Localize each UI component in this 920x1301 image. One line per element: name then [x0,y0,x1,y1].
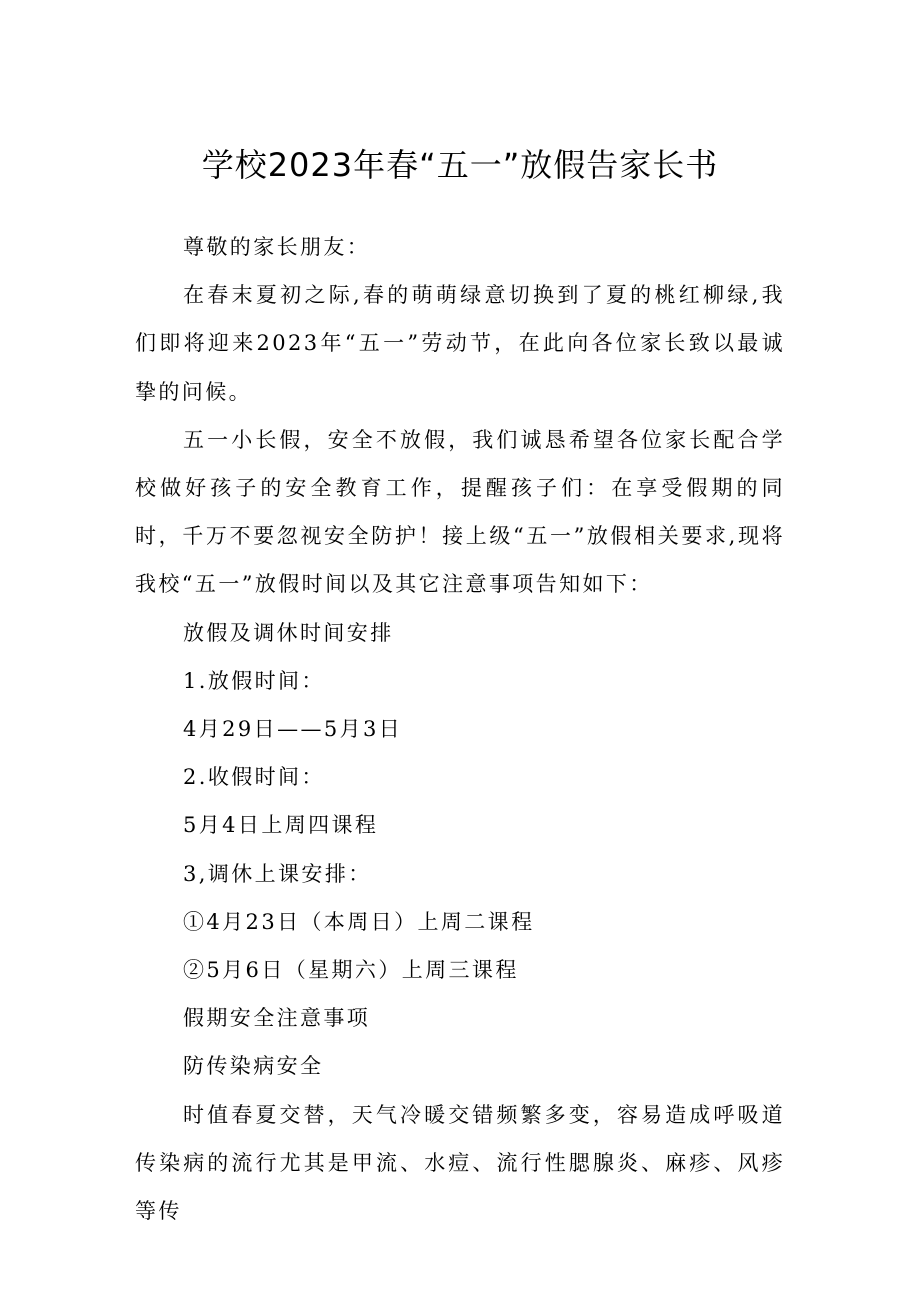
paragraph-greeting: 在春末夏初之际,春的萌萌绿意切换到了夏的桃红柳绿,我们即将迎来2023年“五一”劳动节，在此向各位家长致以最诚挚的问候。 [135,283,785,404]
section-heading-schedule: 放假及调休时间安排 [183,620,394,645]
item-return-time-label: 2.收假时间： [183,765,325,790]
item-return-time-value: 5月4日上周四课程 [183,813,379,838]
section-heading-safety: 假期安全注意事项 [183,1006,371,1031]
item-makeup-class-1: ①4月23日（本周日）上周二课程 [183,909,535,934]
document-title: 学校2023年春“五一”放假告家长书 [201,146,719,184]
salutation: 尊敬的家长朋友： [183,235,371,259]
paragraph-safety-notice: 五一小长假，安全不放假，我们诚恳希望各位家长配合学校做好孩子的安全教育工作，提醒孩子们：在享受假期的同时，千万不要忽视安全防护！接上级“五一”放假相关要求,现将我校“五一”放假时间以及其它注意事项告知如下： [135,427,785,597]
item-holiday-time-label: 1.放假时间： [183,668,325,693]
subsection-heading-infectious-disease: 防传染病安全 [183,1054,324,1079]
item-holiday-time-value: 4月29日——5月3日 [183,717,403,742]
item-makeup-class-label: 3,调休上课安排： [183,861,372,886]
paragraph-infectious-disease: 时值春夏交替，天气冷暖交错频繁多变，容易造成呼吸道传染病的流行尤其是甲流、水痘、流行性腮腺炎、麻疹、风疹等传 [135,1102,785,1224]
document-body [135,223,785,1235]
item-makeup-class-2: ②5月6日（星期六）上周三课程 [183,958,519,983]
